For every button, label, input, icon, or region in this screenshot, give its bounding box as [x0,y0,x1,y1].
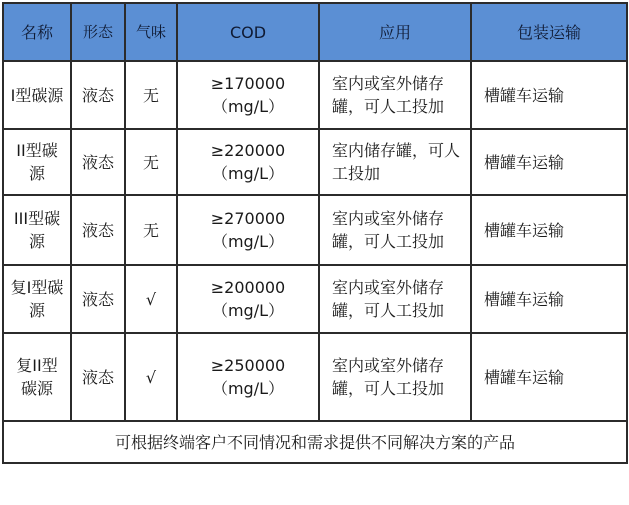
cell-cod: ≥250000（mg/L） [177,333,319,421]
cell-packaging: 槽罐车运输 [471,333,627,421]
header-packaging: 包装运输 [471,3,627,61]
cell-name: 复I型碳源 [3,265,71,333]
cell-name: II型碳源 [3,129,71,195]
table-footer [3,421,627,463]
cell-packaging: 槽罐车运输 [471,61,627,129]
table-row [3,333,627,421]
table-row [3,129,627,195]
cell-cod: ≥220000（mg/L） [177,129,319,195]
cell-application: 室内或室外储存罐，可人工投加 [319,195,471,265]
cell-cod: ≥200000（mg/L） [177,265,319,333]
cell-odor: √ [125,265,177,333]
cell-odor: 无 [125,129,177,195]
header-application: 应用 [319,3,471,61]
cell-odor: 无 [125,195,177,265]
table-row [3,265,627,333]
header-cod: COD [177,3,319,61]
cell-packaging: 槽罐车运输 [471,129,627,195]
table-row [3,195,627,265]
header-odor: 气味 [125,3,177,61]
table-header [3,3,627,61]
cell-form: 液态 [71,333,125,421]
cell-form: 液态 [71,195,125,265]
cell-application: 室内储存罐，可人工投加 [319,129,471,195]
cell-name: III型碳源 [3,195,71,265]
cell-cod: ≥170000（mg/L） [177,61,319,129]
cell-application: 室内或室外储存罐，可人工投加 [319,61,471,129]
footer-row [3,421,627,463]
cell-application: 室内或室外储存罐，可人工投加 [319,333,471,421]
cell-application: 室内或室外储存罐，可人工投加 [319,265,471,333]
cell-name: 复II型碳源 [3,333,71,421]
cell-form: 液态 [71,61,125,129]
table-body [3,61,627,421]
cell-packaging: 槽罐车运输 [471,195,627,265]
cell-odor: √ [125,333,177,421]
cell-packaging: 槽罐车运输 [471,265,627,333]
cell-name: I型碳源 [3,61,71,129]
cell-cod: ≥270000（mg/L） [177,195,319,265]
footer-note: 可根据终端客户不同情况和需求提供不同解决方案的产品 [3,421,627,463]
cell-odor: 无 [125,61,177,129]
header-row [3,3,627,61]
carbon-source-table [2,2,628,464]
header-form: 形态 [71,3,125,61]
header-name: 名称 [3,3,71,61]
carbon-source-table-container [2,2,626,500]
cell-form: 液态 [71,129,125,195]
table-row [3,61,627,129]
cell-form: 液态 [71,265,125,333]
